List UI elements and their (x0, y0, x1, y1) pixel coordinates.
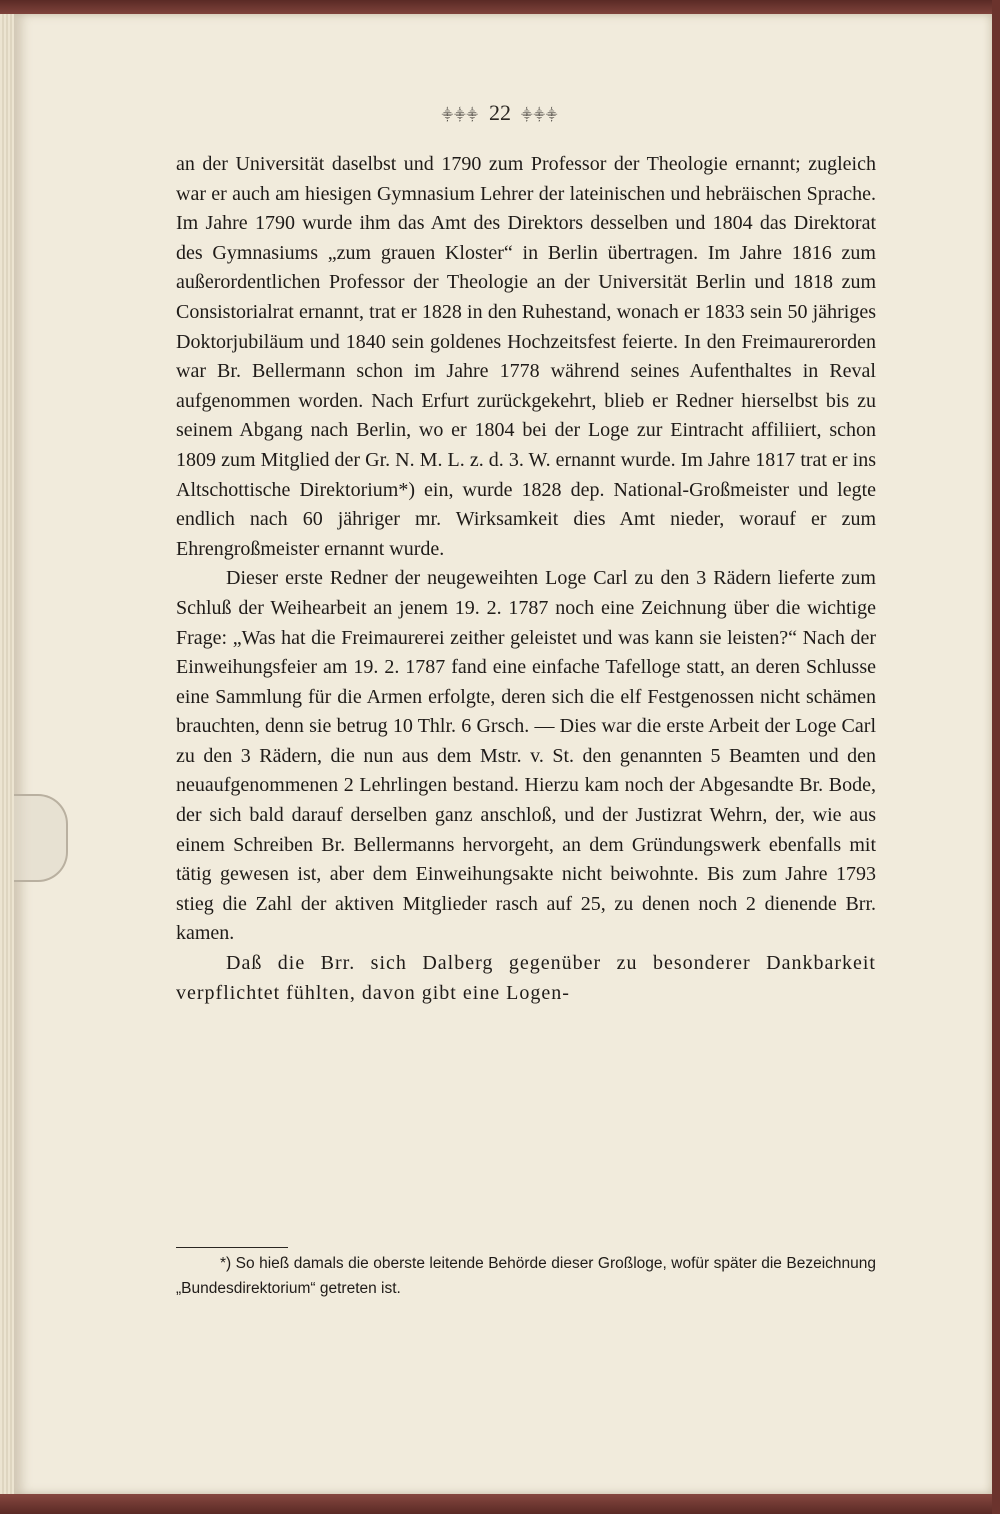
ornament-left-icon: ⸎⸎⸎ (441, 109, 479, 122)
paragraph-1: an der Universität daselbst und 1790 zum Professor der Theologie ernannt; zugleich war er auch am hiesigen Gymnasium Lehrer der lateinischen und hebräischen Sprache. Im Jahre 1790 wurde ihm das Amt des Direktors desselben und 1804 das Direktorat des Gymnasiums „zum grauen Kloster“ in Berlin übertragen. Im Jahre 1816 zum außerordentlichen Professor der Theologie an der Universität Berlin und 1818 zum Consistorialrat ernannt, trat er 1828 in den Ruhestand, wonach er 1833 sein 50 jähriges Doktorjubiläum und 1840 sein goldenes Hochzeitsfest feierte. In den Freimaurerorden war Br. Bellermann schon im Jahre 1778 während seines Aufenthaltes in Reval aufgenommen worden. Nach Erfurt zurückgekehrt, blieb er Redner hierselbst bis zu seinem Abgang nach Berlin, wo er 1804 bei der Loge zur Eintracht affiliiert, schon 1809 zum Mitglied der Gr. N. M. L. z. d. 3. W. ernannt wurde. Im Jahre 1817 trat er ins Altschottische Direktorium*) ein, wurde 1828 dep. National-Großmeister und legte endlich nach 60 jähriger mr. Wirksamkeit dies Amt nieder, worauf er zum Ehrengroßmeister ernannt wurde. (176, 153, 876, 560)
footnote (176, 1251, 876, 1301)
book-cover-bottom-edge (0, 1492, 1000, 1514)
running-head (0, 100, 1000, 126)
footnote-divider (176, 1247, 288, 1248)
body-text (176, 150, 876, 1008)
page-number: 22 (489, 100, 511, 125)
paper-clip-icon (14, 794, 68, 882)
book-cover-right-edge (992, 0, 1000, 1514)
paragraph-2: Dieser erste Redner der neugeweihten Loge Carl zu den 3 Rädern lieferte zum Schluß der Weihearbeit an jenem 19. 2. 1787 noch eine Zeichnung über die wichtige Frage: „Was hat die Freimaurerei zeither geleistet und was kann sie leisten?“ Nach der Einweihungsfeier am 19. 2. 1787 fand eine einfache Tafelloge statt, an deren Schlusse eine Sammlung für die Armen erfolgte, deren sich die elf Festgenossen nicht schämen brauchten, denn sie betrug 10 Thlr. 6 Grsch. — Dies war die erste Arbeit der Loge Carl zu den 3 Rädern, die nun aus dem Mstr. v. St. den genannten 5 Beamten und den neuaufgenommenen 2 Lehrlingen bestand. Hierzu kam noch der Abgesandte Br. Bode, der sich bald darauf derselben ganz anschloß, und der Justizrat Wehrn, der, wie aus einem Schreiben Br. Bellermanns hervorgeht, an dem Gründungswerk ebenfalls mit tätig gewesen ist, aber dem Einweihungsakte nicht beiwohnte. Bis zum Jahre 1793 stieg die Zahl der aktiven Mitglieder rasch auf 25, zu denen noch 2 dienende Brr. kamen. (176, 567, 876, 945)
footnote-text: *) So hieß damals die oberste leitende Behörde dieser Großloge, wofür später die Bezeichnung „Bundesdirektorium“ getreten ist. (176, 1255, 876, 1297)
ornament-right-icon: ⸎⸎⸎ (521, 109, 559, 122)
paragraph-3: Daß die Brr. sich Dalberg gegenüber zu besonderer Dankbarkeit verpflichtet fühlten, davon gibt eine Logen- (176, 952, 876, 1004)
